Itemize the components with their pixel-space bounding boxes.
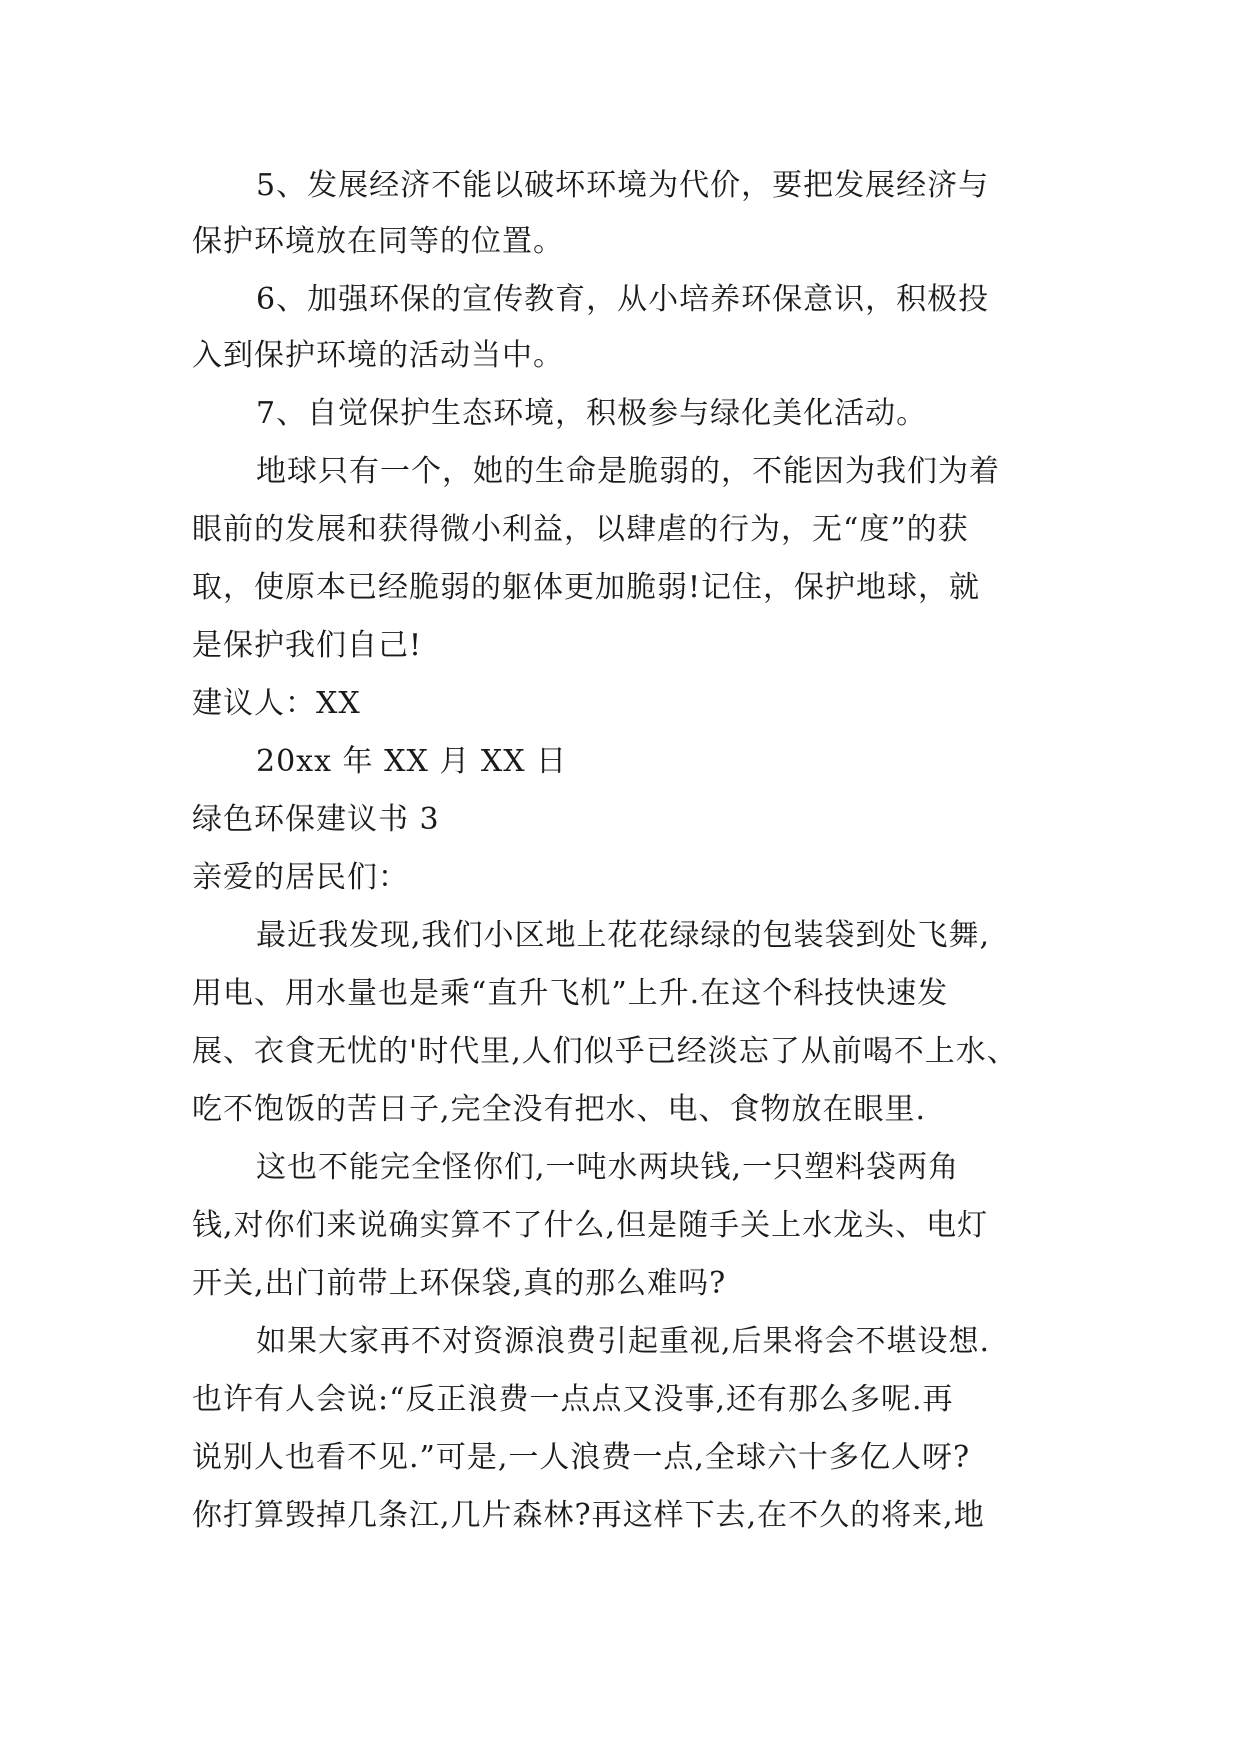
- text-line: 最近我发现,我们小区地上花花绿绿的包装袋到处飞舞,: [256, 918, 991, 953]
- text-line: 用电、用水量也是乘“直升飞机”上升.在这个科技快速发: [192, 976, 949, 1011]
- text-line: 5、发展经济不能以破坏环境为代价，要把发展经济与: [256, 168, 990, 203]
- text-line: 如果大家再不对资源浪费引起重视,后果将会不堪设想.: [256, 1324, 991, 1359]
- text-line: 入到保护环境的活动当中。: [192, 338, 564, 373]
- text-line: 保护环境放在同等的位置。: [192, 224, 564, 259]
- text-line: 开关,出门前带上环保袋,真的那么难吗?: [192, 1266, 727, 1301]
- text-line: 7、自觉保护生态环境，积极参与绿化美化活动。: [256, 396, 928, 431]
- text-line: 展、衣食无忧的'时代里,人们似乎已经淡忘了从前喝不上水、: [192, 1034, 1018, 1069]
- text-line: 取，使原本已经脆弱的躯体更加脆弱!记住，保护地球，就: [192, 570, 981, 605]
- text-line: 这也不能完全怪你们,一吨水两块钱,一只塑料袋两角: [256, 1150, 960, 1185]
- text-line: 是保护我们自己!: [192, 628, 423, 663]
- date-line: 20xx 年 XX 月 XX 日: [256, 744, 568, 779]
- text-line: 眼前的发展和获得微小利益，以肆虐的行为，无“度”的获: [192, 512, 969, 547]
- text-line: 6、加强环保的宣传教育，从小培养环保意识，积极投: [256, 282, 990, 317]
- text-line: 钱,对你们来说确实算不了什么,但是随手关上水龙头、电灯: [192, 1208, 989, 1243]
- text-line: 你打算毁掉几条江,几片森林?再这样下去,在不久的将来,地: [192, 1498, 985, 1533]
- section-title: 绿色环保建议书 3: [192, 802, 440, 837]
- text-line: 说别人也看不见.”可是,一人浪费一点,全球六十多亿人呀?: [192, 1440, 971, 1475]
- salutation: 亲爱的居民们：: [192, 860, 409, 895]
- signature-line: 建议人：XX: [192, 686, 361, 721]
- text-line: 也许有人会说:“反正浪费一点点又没事,还有那么多呢.再: [192, 1382, 954, 1417]
- text-line: 吃不饱饭的苦日子,完全没有把水、电、食物放在眼里.: [192, 1092, 927, 1127]
- text-line: 地球只有一个，她的生命是脆弱的，不能因为我们为着: [256, 454, 1000, 489]
